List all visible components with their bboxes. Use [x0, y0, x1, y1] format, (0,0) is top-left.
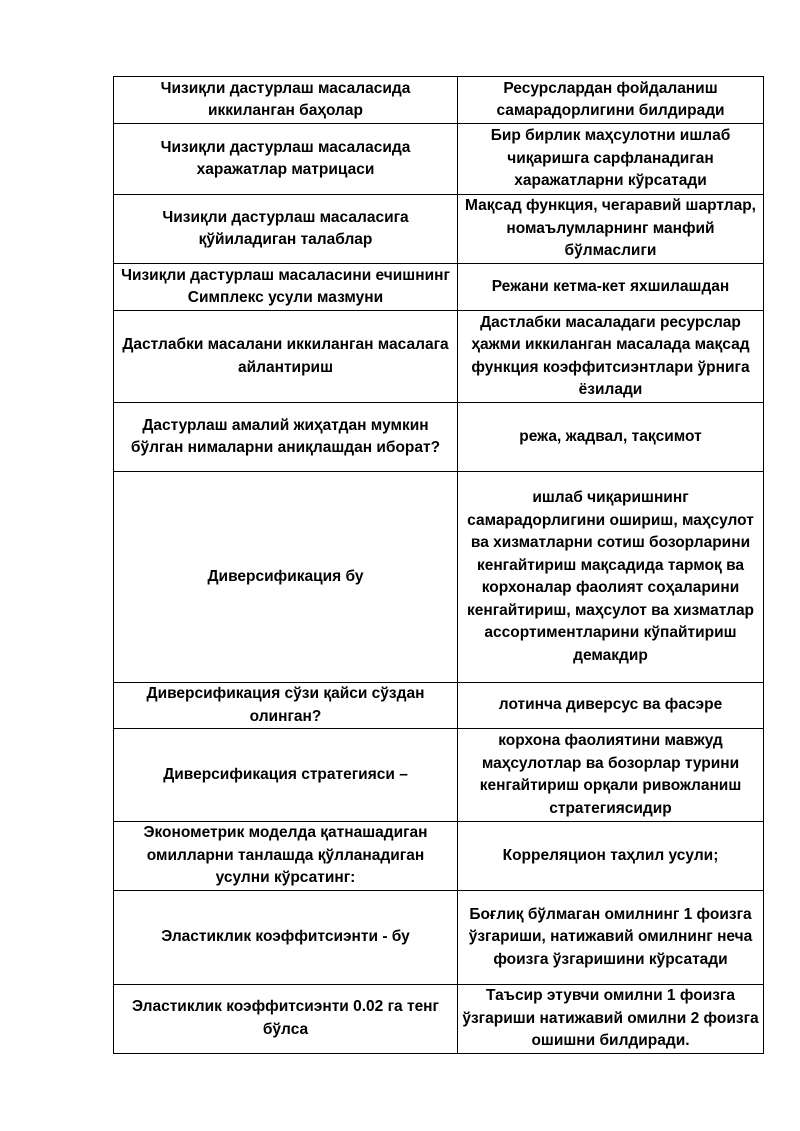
question-cell: Чизиқли дастурлаш масаласида харажатлар матрицаси	[114, 124, 458, 195]
answer-cell: Боғлиқ бўлмаган омилнинг 1 фоизга ўзгариши, натижавий омилнинг неча фоизга ўзгаришини кўрсатади	[458, 891, 764, 985]
question-cell: Диверсификация стратегияси –	[114, 729, 458, 822]
table-row	[114, 195, 764, 264]
answer-cell: Режани кетма-кет яхшилашдан	[458, 264, 764, 311]
answer-cell: Бир бирлик маҳсулотни ишлаб чиқаришга сарфланадиган харажатларни кўрсатади	[458, 124, 764, 195]
question-cell: Диверсификация сўзи қайси сўздан олинган?	[114, 683, 458, 729]
question-cell: Дастлабки масалани иккиланган масалага айлантириш	[114, 311, 458, 403]
table-row	[114, 264, 764, 311]
question-cell: Эконометрик моделда қатнашадиган омилларни танлашда қўлланадиган усулни кўрсатинг:	[114, 822, 458, 891]
table-row	[114, 891, 764, 985]
answer-cell: Корреляцион таҳлил усули;	[458, 822, 764, 891]
question-cell: Чизиқли дастурлаш масаласига қўйиладиган талаблар	[114, 195, 458, 264]
table-row	[114, 311, 764, 403]
question-cell: Эластиклик коэффитсиэнти - бу	[114, 891, 458, 985]
answer-cell: ишлаб чиқаришнинг самарадорлигини ошириш, маҳсулот ва хизматларни сотиш бозорларини кенгайтириш мақсадида тармоқ ва корхоналар фаолият соҳаларини кенгайтириш, маҳсулот ва хизматлар ассортиментларини кўпайтириш демакдир	[458, 472, 764, 683]
table-row	[114, 77, 764, 124]
table-row	[114, 822, 764, 891]
answer-cell: Ресурслардан фойдаланиш самарадорлигини билдиради	[458, 77, 764, 124]
answer-cell: Таъсир этувчи омилни 1 фоизга ўзгариши натижавий омилни 2 фоизга ошишни билдиради.	[458, 985, 764, 1054]
question-answer-table	[113, 76, 764, 1054]
table-row	[114, 729, 764, 822]
question-cell: Диверсификация бу	[114, 472, 458, 683]
question-cell: Эластиклик коэффитсиэнти 0.02 га тенг бўлса	[114, 985, 458, 1054]
question-cell: Чизиқли дастурлаш масаласини ечишнинг Симплекс усули мазмуни	[114, 264, 458, 311]
answer-cell: лотинча диверсус ва фасэре	[458, 683, 764, 729]
table-row	[114, 985, 764, 1054]
answer-cell: режа, жадвал, тақсимот	[458, 403, 764, 472]
table-row	[114, 403, 764, 472]
answer-cell: Дастлабки масаладаги ресурслар ҳажми иккиланган масалада мақсад функция коэффитсиэнтлари ўрнига ёзилади	[458, 311, 764, 403]
question-cell: Чизиқли дастурлаш масаласида иккиланган баҳолар	[114, 77, 458, 124]
table-row	[114, 683, 764, 729]
table-row	[114, 124, 764, 195]
table-row	[114, 472, 764, 683]
question-cell: Дастурлаш амалий жиҳатдан мумкин бўлган нималарни аниқлашдан иборат?	[114, 403, 458, 472]
answer-cell: корхона фаолиятини мавжуд маҳсулотлар ва бозорлар турини кенгайтириш орқали ривожланиш стратегиясидир	[458, 729, 764, 822]
answer-cell: Мақсад функция, чегаравий шартлар, номаълумларнинг манфий бўлмаслиги	[458, 195, 764, 264]
